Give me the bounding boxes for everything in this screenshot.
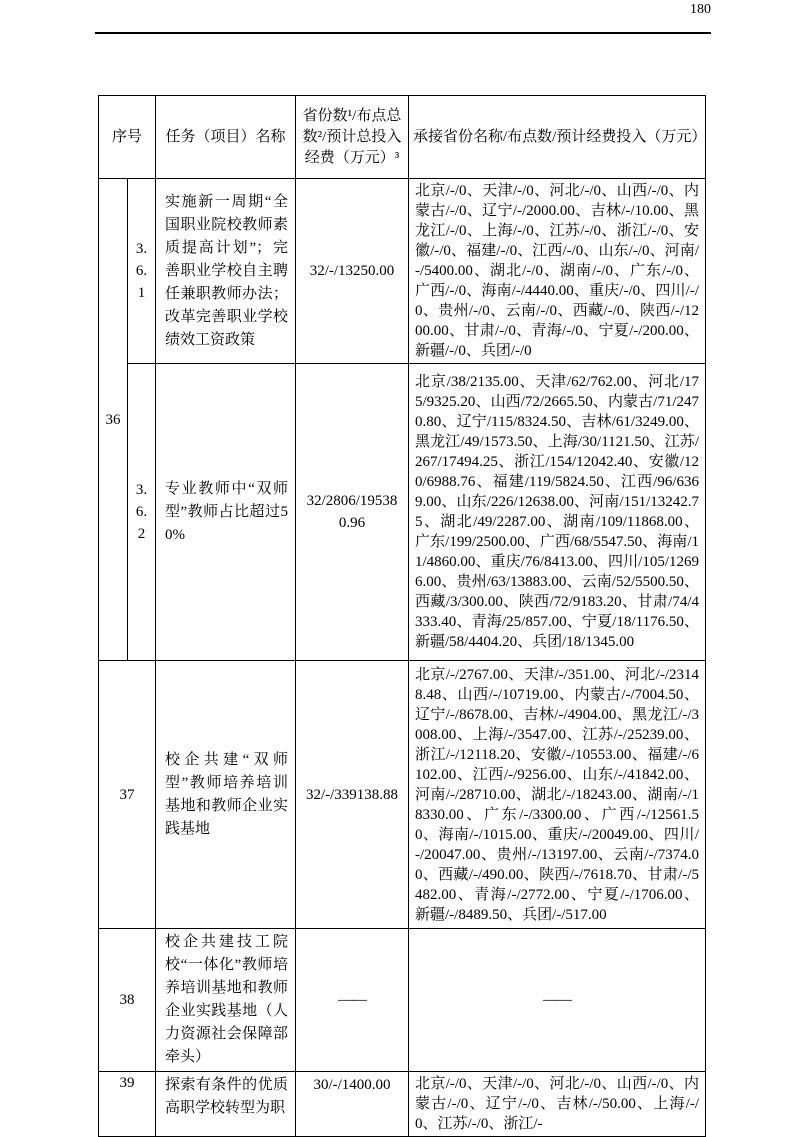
provinces-cell-3-6-2: 北京/38/2135.00、天津/62/762.00、河北/175/9325.20、山西/72/2665.50、内蒙古/71/2470.80、辽宁/115/8324.50、吉林/61/3249.00、黑龙江/49/1573.50、上海/30/1121.50、江苏/267/17494.25、浙江/154/12042.40、安徽/120/6988.76、福建/119/5824.50、江西/96/6369.00、山东/226/12638.00、河南/151/13242.75、湖北/49/2287.00、湖南/109/11868.00、广东/199/2500.00、广西/68/5547.50、海南/11/4860.00、重庆/76/8413.00、四川/105/12696.00、贵州/63/13883.00、云南/52/5500.50、西藏/3/300.00、陕西/72/9183.20、甘肃/74/4333.40、青海/25/857.00、宁夏/18/1176.50、新疆/58/4404.20、兵团/18/1345.00 (409, 364, 706, 661)
provinces-cell-3-6-1: 北京/-/0、天津/-/0、河北/-/0、山西/-/0、内蒙古/-/0、辽宁/-/2000.00、吉林/-/10.00、黑龙江/-/0、上海/-/0、江苏/-/0、浙江/-/0、安徽/-/0、福建/-/0、江西/-/0、山东/-/0、河南/-/5400.00、湖北/-/0、湖南/-/0、广东/-/0、广西/-/0、海南/-/4440.00、重庆/-/0、四川/-/0、贵州/-/0、云南/-/0、西藏/-/0、陕西/-/1200.00、甘肃/-/0、青海/-/0、宁夏/-/200.00、新疆/-/0、兵团/-/0 (409, 179, 706, 364)
task-funding-table (98, 95, 706, 1137)
header-seq: 序号 (99, 96, 156, 179)
summary-cell-37: 32/-/339138.88 (296, 661, 409, 929)
summary-cell-3-6-1: 32/-/13250.00 (296, 179, 409, 364)
table-row-37 (99, 661, 706, 929)
task-cell-37: 校企共建“双师型”教师培养培训基地和教师企业实践基地 (156, 661, 296, 929)
subseq-cell-3-6-2: 3.6.2 (128, 364, 156, 661)
subseq-cell-3-6-1: 3.6.1 (128, 179, 156, 364)
task-cell-3-6-1: 实施新一周期“全国职业院校教师素质提高计划”；完善职业学校自主聘任兼职教师办法；改革完善职业学校绩效工资政策 (156, 179, 296, 364)
task-cell-39: 探索有条件的优质高职学校转型为职 (156, 1072, 296, 1137)
seq-cell-38: 38 (99, 929, 156, 1072)
summary-cell-3-6-2: 32/2806/195380.96 (296, 364, 409, 661)
table-row-39 (99, 1072, 706, 1137)
page-number: 180 (690, 2, 711, 17)
seq-cell-36: 36 (99, 179, 128, 661)
provinces-cell-37: 北京/-/2767.00、天津/-/351.00、河北/-/23148.48、山西/-/10719.00、内蒙古/-/7004.50、辽宁/-/8678.00、吉林/-/4904.00、黑龙江/-/3008.00、上海/-/3547.00、江苏/-/25239.00、浙江/-/12118.20、安徽/-/10553.00、福建/-/6102.00、江西/-/9256.00、山东/-/41842.00、河南/-/28710.00、湖北/-/18243.00、湖南/-/18330.00、广东/-/3300.00、广西/-/12561.50、海南/-/1015.00、重庆/-/20049.00、四川/-/20047.00、贵州/-/13197.00、云南/-/7374.00、西藏/-/490.00、陕西/-/7618.70、甘肃/-/5482.00、青海/-/2772.00、宁夏/-/1706.00、新疆/-/8489.50、兵团/-/517.00 (409, 661, 706, 929)
seq-cell-39: 39 (99, 1072, 156, 1137)
summary-cell-39: 30/-/1400.00 (296, 1072, 409, 1137)
header-provinces: 承接省份名称/布点数/预计经费投入（万元） (409, 96, 706, 179)
header-rule (95, 32, 711, 34)
task-cell-3-6-2: 专业教师中“双师型”教师占比超过50% (156, 364, 296, 661)
table-row-38 (99, 929, 706, 1072)
table-row-3-6-2 (99, 364, 706, 661)
table-row-3-6-1 (99, 179, 706, 364)
provinces-cell-38: —— (409, 929, 706, 1072)
provinces-cell-39: 北京/-/0、天津/-/0、河北/-/0、山西/-/0、内蒙古/-/0、辽宁/-/0、吉林/-/50.00、上海/-/0、江苏/-/0、浙江/- (409, 1072, 706, 1137)
seq-cell-37: 37 (99, 661, 156, 929)
task-cell-38: 校企共建技工院校“一体化”教师培养培训基地和教师企业实践基地（人力资源社会保障部牵头） (156, 929, 296, 1072)
header-task-name: 任务（项目）名称 (156, 96, 296, 179)
summary-cell-38: —— (296, 929, 409, 1072)
header-summary: 省份数¹/布点总数²/预计总投入经费（万元）³ (296, 96, 409, 179)
table-header-row (99, 96, 706, 179)
